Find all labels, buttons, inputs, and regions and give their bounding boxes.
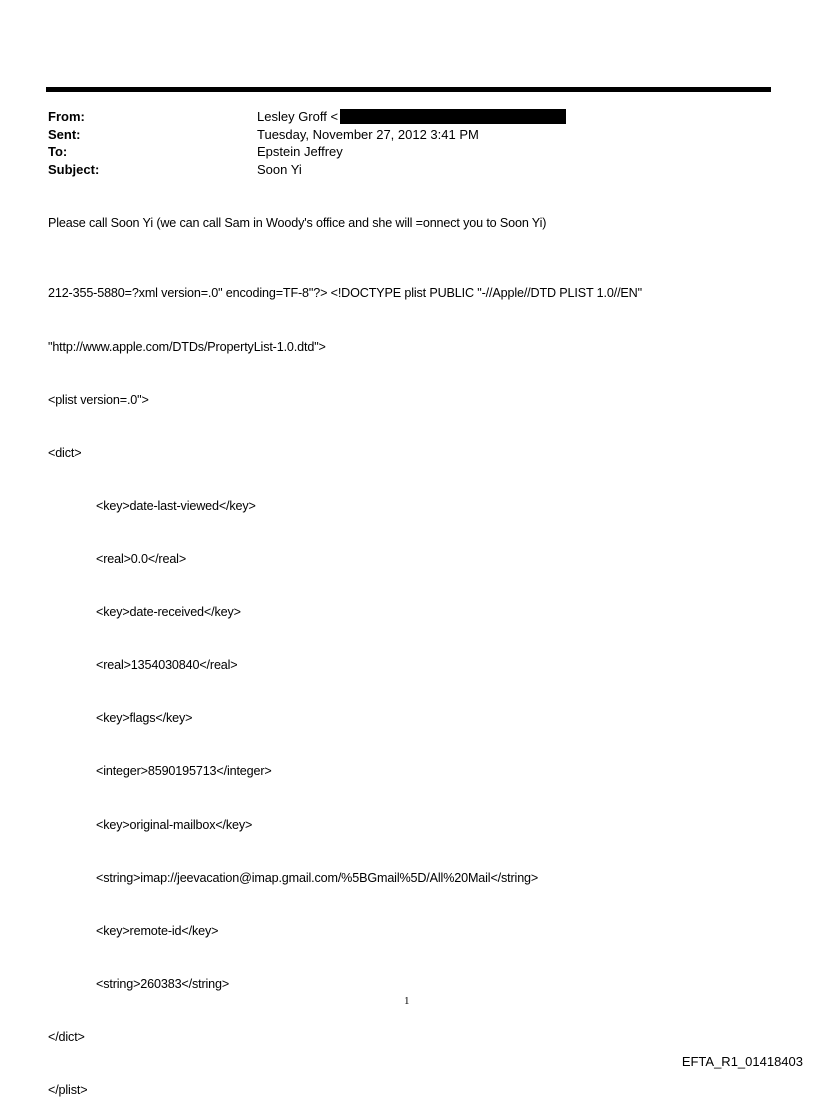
header-rule <box>46 87 771 92</box>
to-label: To: <box>48 144 68 159</box>
document-id: EFTA_R1_01418403 <box>681 1054 803 1069</box>
from-value: Lesley Groff < <box>257 109 339 124</box>
code-line: <key>date-received</key> <box>96 605 241 620</box>
code-line: 212-355-5880=?xml version=.0" encoding=TF-8"?> <!DOCTYPE plist PUBLIC "-//Apple//DTD PLIST 1.0//EN" <box>48 286 642 301</box>
code-line: <key>flags</key> <box>96 711 193 726</box>
subject-value: Soon Yi <box>257 161 302 177</box>
code-line: <real>1354030840</real> <box>96 658 238 673</box>
page-number: 1 <box>404 995 410 1007</box>
code-line: <key>date-last-viewed</key> <box>96 498 256 513</box>
to-value: Epstein Jeffrey <box>257 144 343 159</box>
code-line: "http://www.apple.com/DTDs/PropertyList-1.0.dtd"> <box>48 339 326 354</box>
code-line: <string>imap://jeevacation@imap.gmail.com/%5BGmail%5D/All%20Mail</string> <box>96 870 539 885</box>
code-line: <string>260383</string> <box>96 976 230 991</box>
redaction-box <box>340 109 566 124</box>
code-line: </dict> <box>48 1029 85 1044</box>
plist-block <box>48 250 642 1117</box>
message-text: Please call Soon Yi (we can call Sam in Woody's office and she will =onnect you to Soon Yi) <box>48 216 547 230</box>
from-label: From: <box>48 109 85 124</box>
code-line: <plist version=.0"> <box>48 392 149 407</box>
code-line: <integer>8590195713</integer> <box>96 764 272 779</box>
code-line: <real>0.0</real> <box>96 551 187 566</box>
subject-label: Subject: <box>48 161 100 177</box>
code-line: <key>original-mailbox</key> <box>96 817 253 832</box>
code-line: <dict> <box>48 445 82 460</box>
code-line: <key>remote-id</key> <box>96 923 219 938</box>
sent-value: Tuesday, November 27, 2012 3:41 PM <box>257 126 479 142</box>
code-line: </plist> <box>48 1083 88 1098</box>
sent-label: Sent: <box>48 126 81 142</box>
